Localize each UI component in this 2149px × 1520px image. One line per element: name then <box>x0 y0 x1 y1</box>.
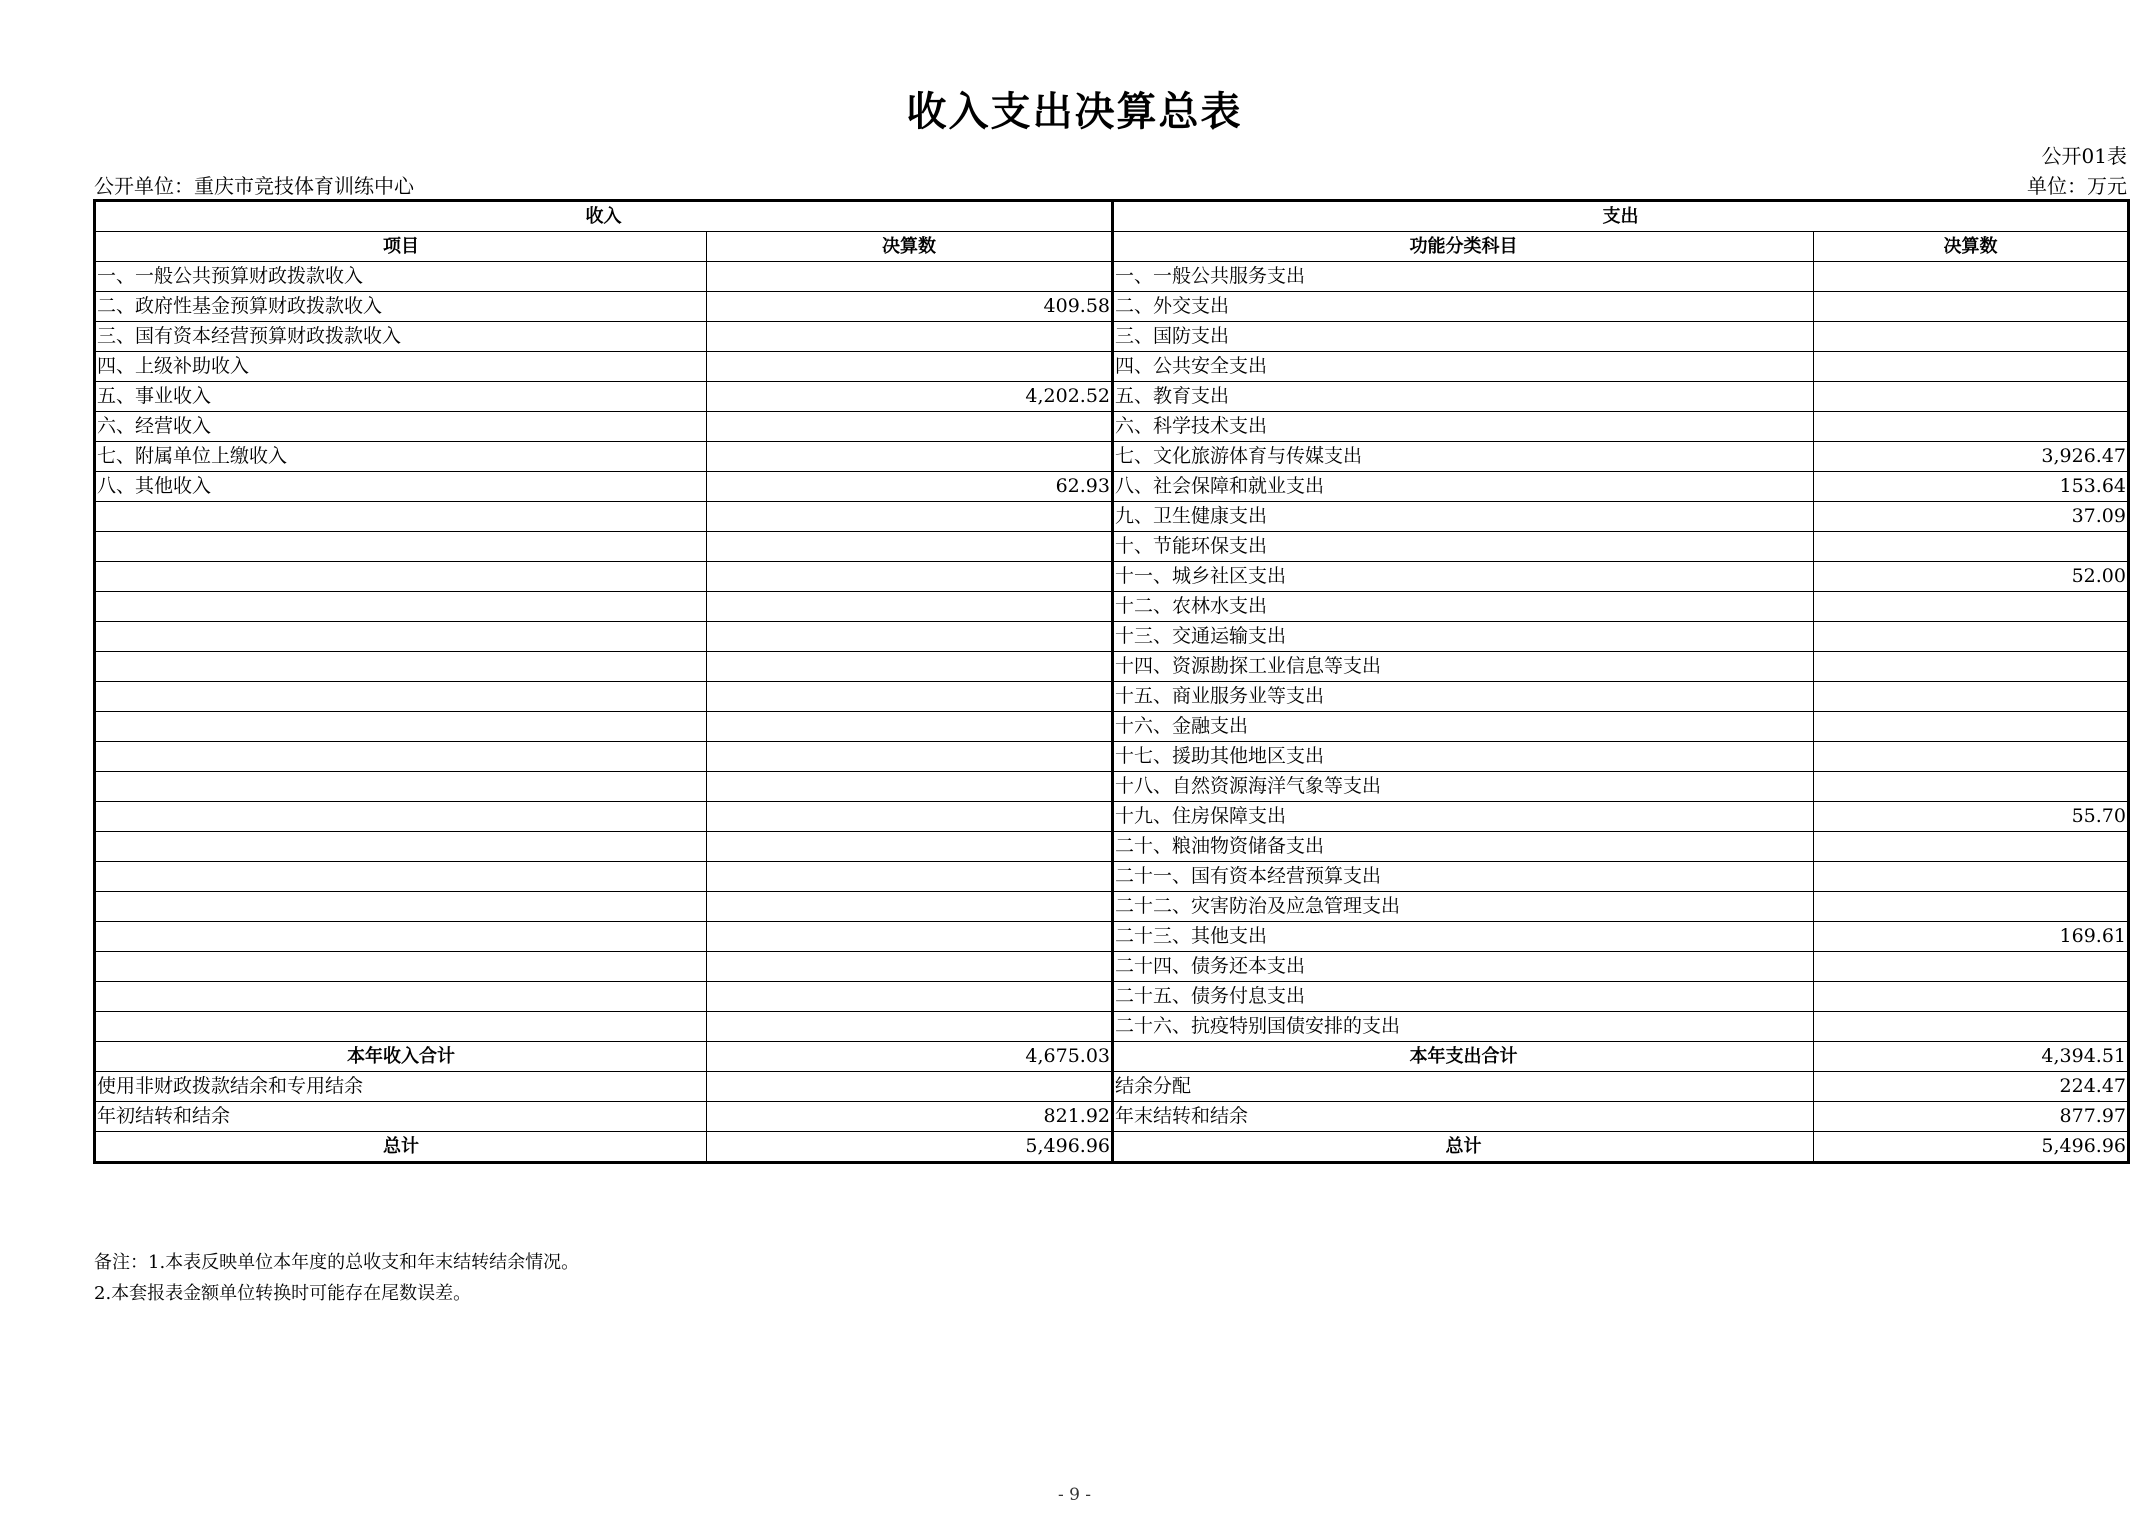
expense-item: 十三、交通运输支出 <box>1113 622 1814 652</box>
income-amount <box>707 712 1113 742</box>
table-row <box>95 292 2129 322</box>
income-item <box>95 742 707 772</box>
form-number: 公开01表 <box>2041 144 2127 168</box>
expense-item: 五、教育支出 <box>1113 382 1814 412</box>
expense-amount <box>1814 892 2129 922</box>
table-row <box>95 652 2129 682</box>
expense-item: 二十一、国有资本经营预算支出 <box>1113 862 1814 892</box>
income-expense-table <box>93 199 2130 1164</box>
table-row <box>95 592 2129 622</box>
expense-amount <box>1814 982 2129 1012</box>
expense-item: 六、科学技术支出 <box>1113 412 1814 442</box>
nonfiscal-amount <box>707 1072 1113 1102</box>
income-item: 七、附属单位上缴收入 <box>95 442 707 472</box>
expense-amount <box>1814 652 2129 682</box>
expense-item: 十一、城乡社区支出 <box>1113 562 1814 592</box>
income-item <box>95 712 707 742</box>
expense-item: 十七、援助其他地区支出 <box>1113 742 1814 772</box>
income-amount <box>707 1012 1113 1042</box>
expense-header: 支出 <box>1113 201 2129 232</box>
expense-amount: 37.09 <box>1814 502 2129 532</box>
income-amount <box>707 802 1113 832</box>
notes <box>94 1247 579 1309</box>
expense-item: 二十、粮油物资储备支出 <box>1113 832 1814 862</box>
income-item: 八、其他收入 <box>95 472 707 502</box>
table-row <box>95 892 2129 922</box>
income-amount: 4,202.52 <box>707 382 1113 412</box>
income-item <box>95 832 707 862</box>
expense-item: 二、外交支出 <box>1113 292 1814 322</box>
expense-amount <box>1814 712 2129 742</box>
column-header-row <box>95 232 2129 262</box>
begin-balance-amount: 821.92 <box>707 1102 1113 1132</box>
expense-item: 十八、自然资源海洋气象等支出 <box>1113 772 1814 802</box>
expense-item: 一、一般公共服务支出 <box>1113 262 1814 292</box>
income-header: 收入 <box>95 201 1113 232</box>
table-row <box>95 622 2129 652</box>
table-row <box>95 982 2129 1012</box>
grand-total-label-expense: 总计 <box>1113 1132 1814 1163</box>
expense-item: 十六、金融支出 <box>1113 712 1814 742</box>
expense-item: 十四、资源勘探工业信息等支出 <box>1113 652 1814 682</box>
expense-amount <box>1814 742 2129 772</box>
expense-amount: 52.00 <box>1814 562 2129 592</box>
income-item <box>95 502 707 532</box>
expense-item: 十、节能环保支出 <box>1113 532 1814 562</box>
income-amount <box>707 592 1113 622</box>
expense-item: 七、文化旅游体育与传媒支出 <box>1113 442 1814 472</box>
end-balance-label: 年末结转和结余 <box>1113 1102 1814 1132</box>
income-amount <box>707 322 1113 352</box>
note-2: 2.本套报表金额单位转换时可能存在尾数误差。 <box>94 1283 472 1304</box>
table-row <box>95 472 2129 502</box>
income-item: 二、政府性基金预算财政拨款收入 <box>95 292 707 322</box>
expense-total-label: 本年支出合计 <box>1113 1042 1814 1072</box>
income-amount: 409.58 <box>707 292 1113 322</box>
table-row <box>95 412 2129 442</box>
income-amount <box>707 262 1113 292</box>
expense-item: 九、卫生健康支出 <box>1113 502 1814 532</box>
expense-item: 二十二、灾害防治及应急管理支出 <box>1113 892 1814 922</box>
expense-amount <box>1814 862 2129 892</box>
expense-amount <box>1814 682 2129 712</box>
end-balance-amount: 877.97 <box>1814 1102 2129 1132</box>
table-row <box>95 742 2129 772</box>
currency-unit: 单位：万元 <box>2027 174 2127 198</box>
income-amount <box>707 532 1113 562</box>
table-row <box>95 952 2129 982</box>
table-row <box>95 1012 2129 1042</box>
expense-amount: 169.61 <box>1814 922 2129 952</box>
income-item: 三、国有资本经营预算财政拨款收入 <box>95 322 707 352</box>
section-header-row <box>95 201 2129 232</box>
year-total-row <box>95 1042 2129 1072</box>
expense-amount <box>1814 772 2129 802</box>
expense-amount: 153.64 <box>1814 472 2129 502</box>
table-row <box>95 862 2129 892</box>
income-amount <box>707 862 1113 892</box>
expense-amount <box>1814 322 2129 352</box>
grand-total-row <box>95 1132 2129 1163</box>
income-amount: 62.93 <box>707 472 1113 502</box>
income-amount <box>707 442 1113 472</box>
income-item <box>95 562 707 592</box>
income-amount <box>707 412 1113 442</box>
expense-item: 十二、农林水支出 <box>1113 592 1814 622</box>
expense-amount: 3,926.47 <box>1814 442 2129 472</box>
table-row <box>95 802 2129 832</box>
nonfiscal-label: 使用非财政拨款结余和专用结余 <box>95 1072 707 1102</box>
table-row <box>95 712 2129 742</box>
income-amount <box>707 742 1113 772</box>
surplus-alloc-label: 结余分配 <box>1113 1072 1814 1102</box>
income-item <box>95 922 707 952</box>
table-row <box>95 502 2129 532</box>
income-item <box>95 532 707 562</box>
expense-amount <box>1814 622 2129 652</box>
expense-item: 二十五、债务付息支出 <box>1113 982 1814 1012</box>
income-amount <box>707 922 1113 952</box>
income-item: 四、上级补助收入 <box>95 352 707 382</box>
income-amount <box>707 982 1113 1012</box>
col-item-header: 项目 <box>95 232 707 262</box>
income-amount <box>707 562 1113 592</box>
expense-amount <box>1814 352 2129 382</box>
expense-amount <box>1814 832 2129 862</box>
grand-total-income: 5,496.96 <box>707 1132 1113 1163</box>
income-item <box>95 592 707 622</box>
note-1: 备注：1.本表反映单位本年度的总收支和年末结转结余情况。 <box>94 1252 580 1273</box>
income-amount <box>707 832 1113 862</box>
table-row <box>95 382 2129 412</box>
expense-item: 二十六、抗疫特别国债安排的支出 <box>1113 1012 1814 1042</box>
expense-amount <box>1814 292 2129 322</box>
begin-balance-label: 年初结转和结余 <box>95 1102 707 1132</box>
col-function-header: 功能分类科目 <box>1113 232 1814 262</box>
expense-amount <box>1814 412 2129 442</box>
income-item <box>95 652 707 682</box>
income-amount <box>707 352 1113 382</box>
expense-amount <box>1814 382 2129 412</box>
income-amount <box>707 502 1113 532</box>
income-amount <box>707 682 1113 712</box>
expense-item: 十九、住房保障支出 <box>1113 802 1814 832</box>
income-item: 六、经营收入 <box>95 412 707 442</box>
expense-amount <box>1814 262 2129 292</box>
table-row <box>95 532 2129 562</box>
expense-amount <box>1814 592 2129 622</box>
expense-total-value: 4,394.51 <box>1814 1042 2129 1072</box>
income-item <box>95 862 707 892</box>
income-item <box>95 772 707 802</box>
table-row <box>95 772 2129 802</box>
income-item <box>95 802 707 832</box>
income-total-value: 4,675.03 <box>707 1042 1113 1072</box>
expense-item: 八、社会保障和就业支出 <box>1113 472 1814 502</box>
grand-total-expense: 5,496.96 <box>1814 1132 2129 1163</box>
income-amount <box>707 952 1113 982</box>
income-item: 五、事业收入 <box>95 382 707 412</box>
expense-item: 四、公共安全支出 <box>1113 352 1814 382</box>
table-row <box>95 922 2129 952</box>
income-item <box>95 892 707 922</box>
income-item <box>95 952 707 982</box>
col-amount-header: 决算数 <box>707 232 1113 262</box>
nonfiscal-row <box>95 1072 2129 1102</box>
table-row <box>95 442 2129 472</box>
expense-item: 二十三、其他支出 <box>1113 922 1814 952</box>
expense-item: 三、国防支出 <box>1113 322 1814 352</box>
income-item <box>95 982 707 1012</box>
income-total-label: 本年收入合计 <box>95 1042 707 1072</box>
grand-total-label-income: 总计 <box>95 1132 707 1163</box>
income-amount <box>707 892 1113 922</box>
expense-item: 十五、商业服务业等支出 <box>1113 682 1814 712</box>
expense-amount <box>1814 1012 2129 1042</box>
surplus-alloc-amount: 224.47 <box>1814 1072 2129 1102</box>
income-item: 一、一般公共预算财政拨款收入 <box>95 262 707 292</box>
expense-amount: 55.70 <box>1814 802 2129 832</box>
table-row <box>95 262 2129 292</box>
income-amount <box>707 772 1113 802</box>
table-row <box>95 322 2129 352</box>
income-item <box>95 682 707 712</box>
col-amount2-header: 决算数 <box>1814 232 2129 262</box>
expense-amount <box>1814 532 2129 562</box>
expense-amount <box>1814 952 2129 982</box>
page-title: 收入支出决算总表 <box>906 89 1243 135</box>
carryover-row <box>95 1102 2129 1132</box>
income-item <box>95 622 707 652</box>
table-row <box>95 562 2129 592</box>
income-item <box>95 1012 707 1042</box>
income-amount <box>707 622 1113 652</box>
page-number: - 9 - <box>1057 1485 1092 1505</box>
expense-item: 二十四、债务还本支出 <box>1113 952 1814 982</box>
reporting-unit: 公开单位：重庆市竞技体育训练中心 <box>94 174 414 198</box>
income-amount <box>707 652 1113 682</box>
table-row <box>95 352 2129 382</box>
table-row <box>95 832 2129 862</box>
table-row <box>95 682 2129 712</box>
